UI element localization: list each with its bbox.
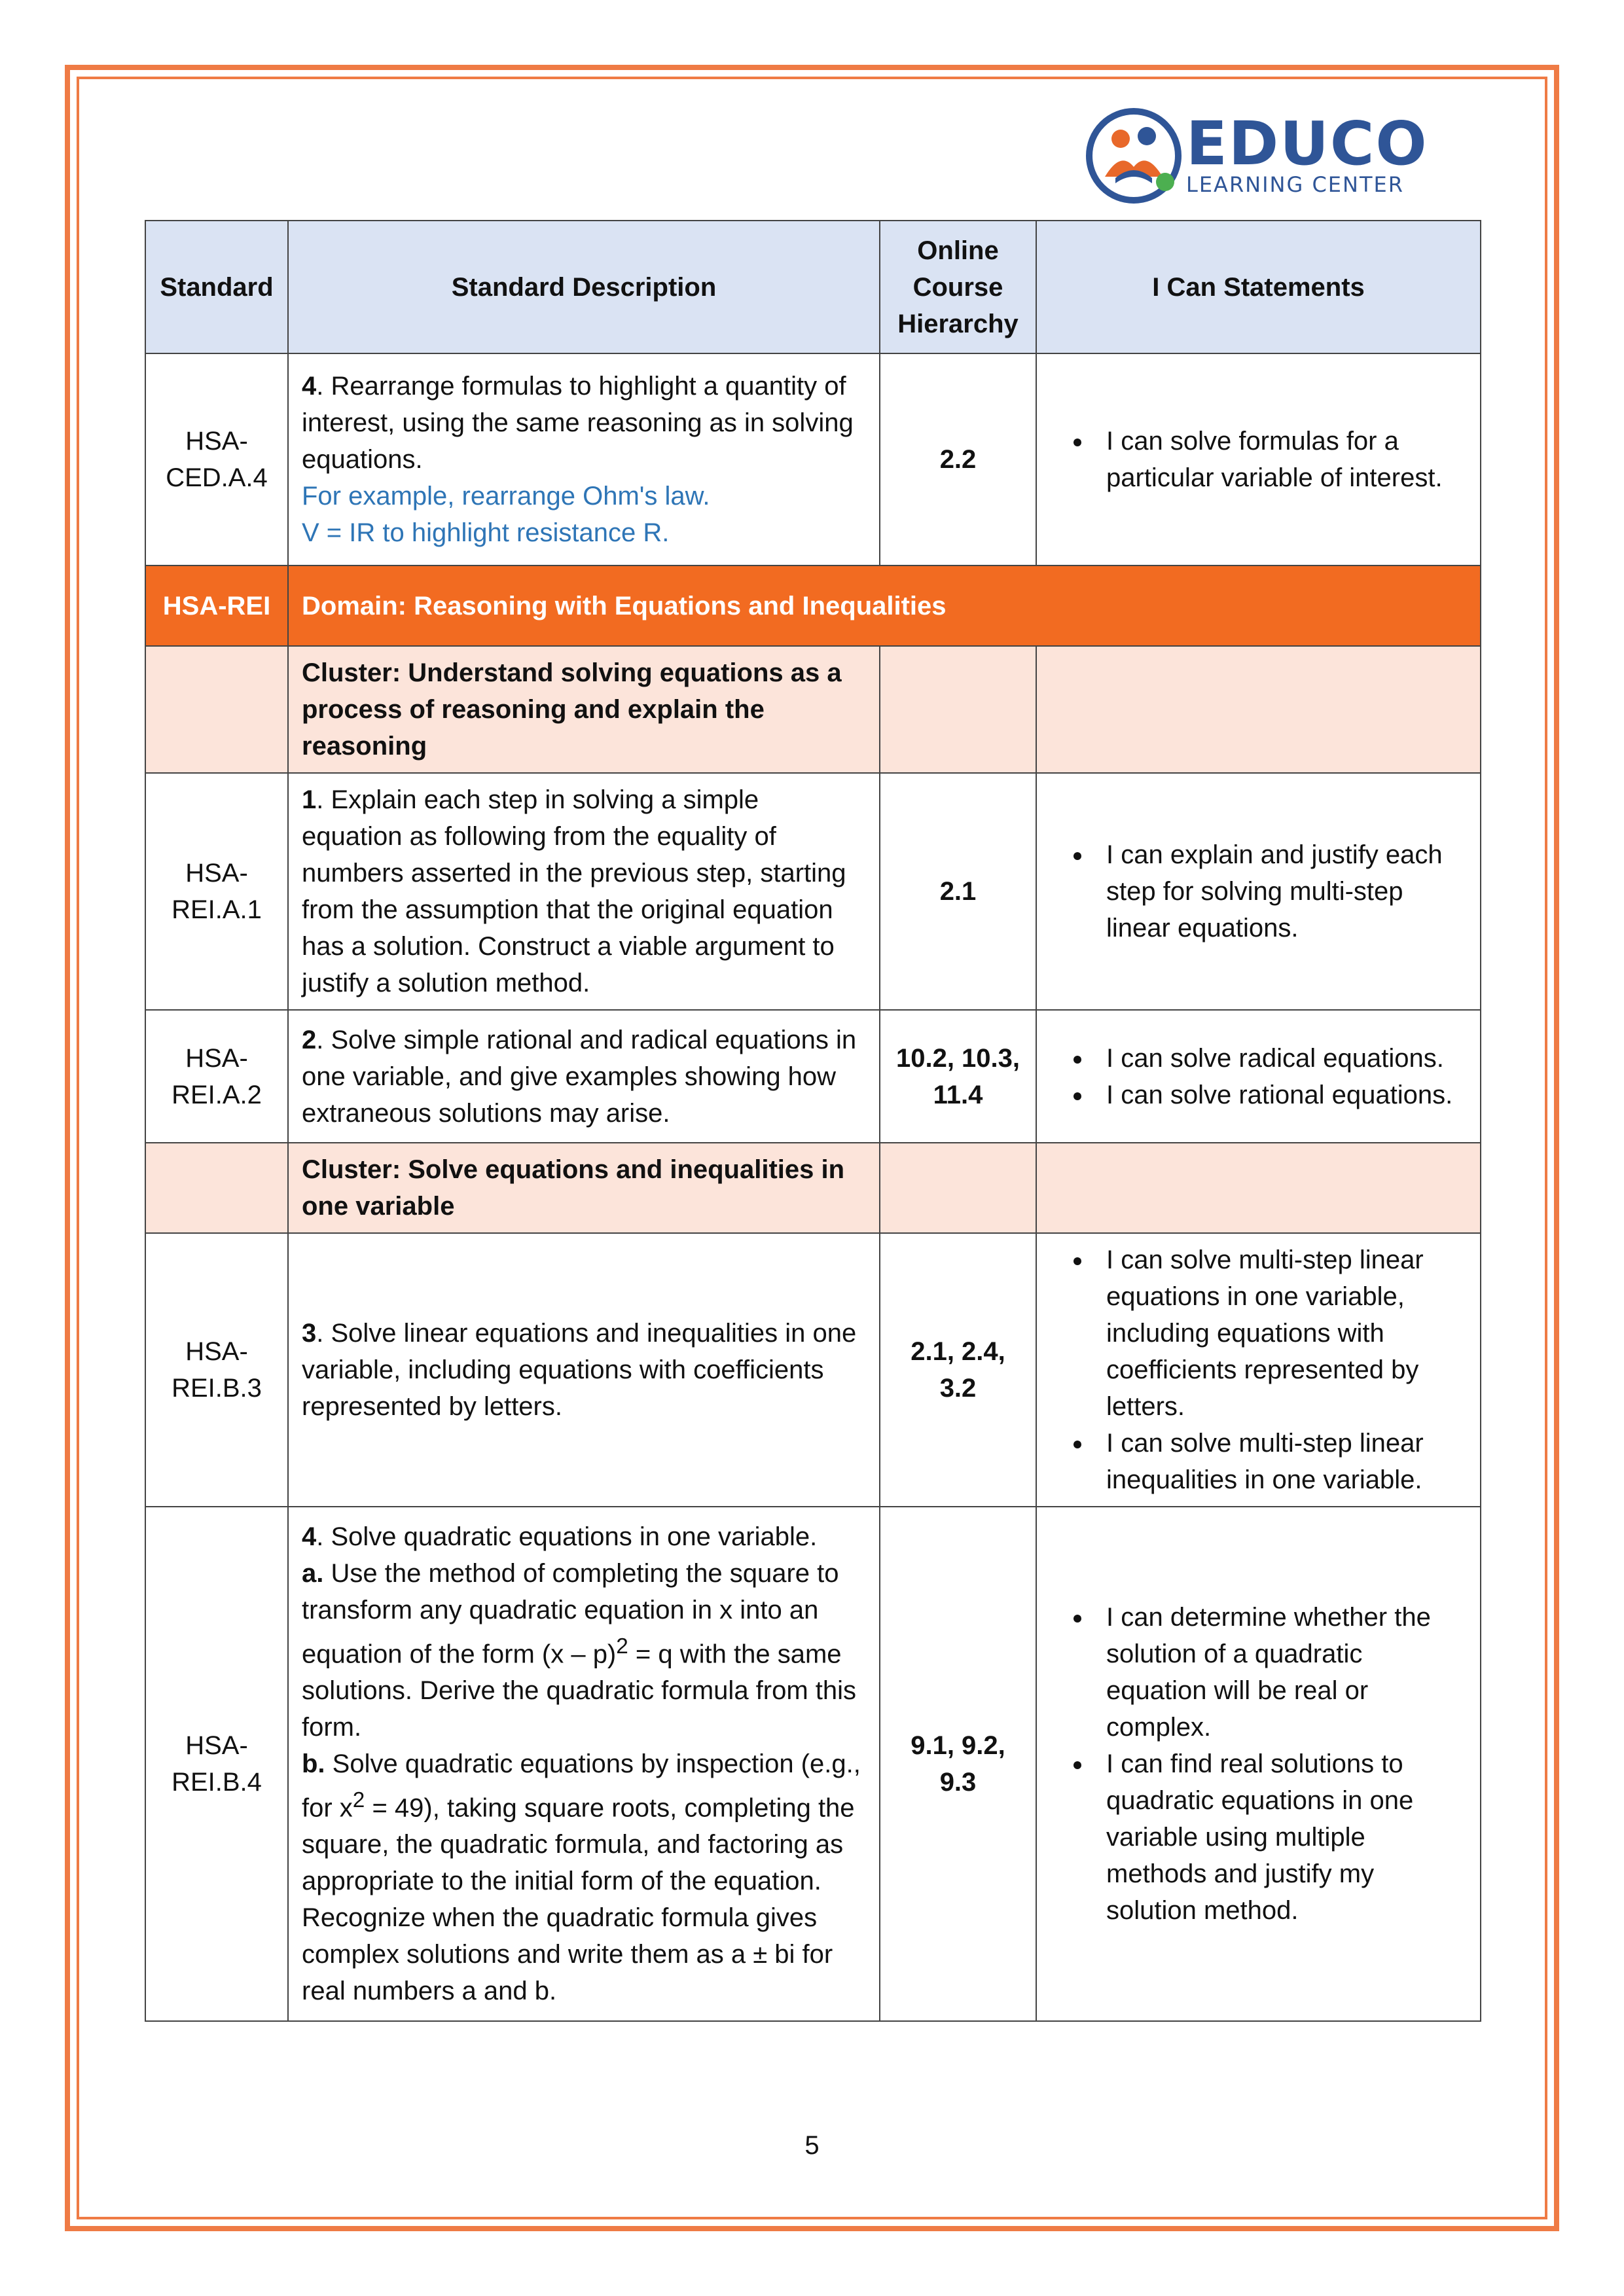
- course-hierarchy: 2.1, 2.4, 3.2: [880, 1233, 1036, 1507]
- standard-description: [288, 353, 880, 565]
- standard-description: [288, 1233, 880, 1507]
- superscript: 2: [616, 1634, 628, 1659]
- standard-code: HSA-REI.A.1: [145, 773, 288, 1010]
- course-hierarchy: 9.1, 9.2, 9.3: [880, 1507, 1036, 2021]
- description-text: . Solve linear equations and inequalities in one variable, including equations with coefficients represented by letters.: [302, 1319, 857, 1421]
- ican-item: • I can solve rational equations.: [1093, 1077, 1467, 1113]
- header-ican-statements: I Can Statements: [1036, 221, 1481, 353]
- cluster-row: [145, 1143, 1481, 1233]
- cluster-row: [145, 646, 1481, 773]
- domain-title: Domain: Reasoning with Equations and Inequalities: [288, 565, 1481, 646]
- ican-cell: [1036, 1233, 1481, 1507]
- description-text: Solve quadratic equations by inspection (e.g., for x: [302, 1749, 861, 1823]
- description-text: = q with the same solutions. Derive the quadratic formula from this form.: [302, 1640, 857, 1742]
- header-description: Standard Description: [288, 221, 880, 353]
- cluster-title: Cluster: Understand solving equations as a process of reasoning and explain the reasoning: [288, 646, 880, 773]
- description-text: Use the method of completing the square to transform any quadratic equation in x into an equation of the form (x – p): [302, 1558, 839, 1668]
- educo-logo: [1081, 105, 1428, 209]
- ican-cell: [1036, 353, 1481, 565]
- ican-item: • I can determine whether the solution of a quadratic equation will be real or complex.: [1093, 1599, 1467, 1746]
- cluster-empty-cell: [145, 1143, 288, 1233]
- cluster-empty-cell: [1036, 1143, 1481, 1233]
- description-text: . Explain each step in solving a simple equation as following from the equality of numbers asserted in the previous step, starting from the assumption that the original equation has a solution. Construct a viable argument to justify a solution method.: [302, 785, 846, 997]
- logo-emblem-icon: [1081, 105, 1186, 209]
- standard-description: [288, 1010, 880, 1143]
- example-text: V = IR to highlight resistance R.: [302, 518, 670, 547]
- table-row: [145, 353, 1481, 565]
- ican-cell: [1036, 1010, 1481, 1143]
- description-text: . Solve simple rational and radical equations in one variable, and give examples showing how extraneous solutions may arise.: [302, 1025, 857, 1128]
- header-course-hierarchy: Online Course Hierarchy: [880, 221, 1036, 353]
- example-text: For example, rearrange Ohm's law.: [302, 482, 710, 511]
- standard-code: HSA-REI.B.4: [145, 1507, 288, 2021]
- cluster-empty-cell: [880, 1143, 1036, 1233]
- description-text: . Rearrange formulas to highlight a quantity of interest, using the same reasoning as in solving equations.: [302, 372, 854, 474]
- course-hierarchy: 10.2, 10.3, 11.4: [880, 1010, 1036, 1143]
- standard-code: HSA-REI.A.2: [145, 1010, 288, 1143]
- standard-number: 4: [302, 372, 317, 401]
- ican-cell: [1036, 1507, 1481, 2021]
- header-standard: Standard: [145, 221, 288, 353]
- logo-title: EDUCO: [1186, 109, 1428, 179]
- standards-table: [145, 220, 1481, 2022]
- ican-item: • I can explain and justify each step for solving multi-step linear equations.: [1093, 836, 1467, 946]
- cluster-empty-cell: [1036, 646, 1481, 773]
- cluster-title: Cluster: Solve equations and inequalities in one variable: [288, 1143, 880, 1233]
- table-row: [145, 773, 1481, 1010]
- table-row: [145, 1233, 1481, 1507]
- standard-code: HSA-REI.B.3: [145, 1233, 288, 1507]
- table-row: [145, 1507, 1481, 2021]
- cluster-empty-cell: [145, 646, 288, 773]
- ican-item: • I can solve multi-step linear equations in one variable, including equations with coefficients represented by letters.: [1093, 1242, 1467, 1425]
- part-label: b.: [302, 1749, 325, 1778]
- part-label: a.: [302, 1558, 324, 1588]
- table-header-row: [145, 221, 1481, 353]
- standard-description: [288, 1507, 880, 2021]
- description-text: . Solve quadratic equations in one variable.: [316, 1522, 818, 1551]
- standard-description: [288, 773, 880, 1010]
- table-row: [145, 1010, 1481, 1143]
- course-hierarchy: 2.1: [880, 773, 1036, 1010]
- ican-item: • I can solve formulas for a particular variable of interest.: [1093, 423, 1467, 496]
- standard-number: 4: [302, 1522, 317, 1551]
- superscript: 2: [352, 1788, 365, 1812]
- page-number: 5: [804, 2131, 820, 2160]
- ican-item: • I can solve radical equations.: [1093, 1040, 1467, 1077]
- ican-cell: [1036, 773, 1481, 1010]
- standard-number: 1: [302, 785, 317, 814]
- domain-code: HSA-REI: [145, 565, 288, 646]
- standard-code: HSA-CED.A.4: [145, 353, 288, 565]
- logo-subtitle: LEARNING CENTER: [1186, 172, 1404, 197]
- domain-row: [145, 565, 1481, 646]
- cluster-empty-cell: [880, 646, 1036, 773]
- standard-number: 2: [302, 1025, 317, 1054]
- description-text: = 49), taking square roots, completing the square, the quadratic formula, and factoring as appropriate to the initial form of the equation. Recognize when the quadratic formula gives complex solutions and write them as a ± bi for real numbers a and b.: [302, 1793, 855, 2006]
- course-hierarchy: 2.2: [880, 353, 1036, 565]
- ican-item: • I can solve multi-step linear inequalities in one variable.: [1093, 1425, 1467, 1498]
- ican-item: • I can find real solutions to quadratic equations in one variable using multiple methods and justify my solution method.: [1093, 1746, 1467, 1929]
- standard-number: 3: [302, 1319, 317, 1348]
